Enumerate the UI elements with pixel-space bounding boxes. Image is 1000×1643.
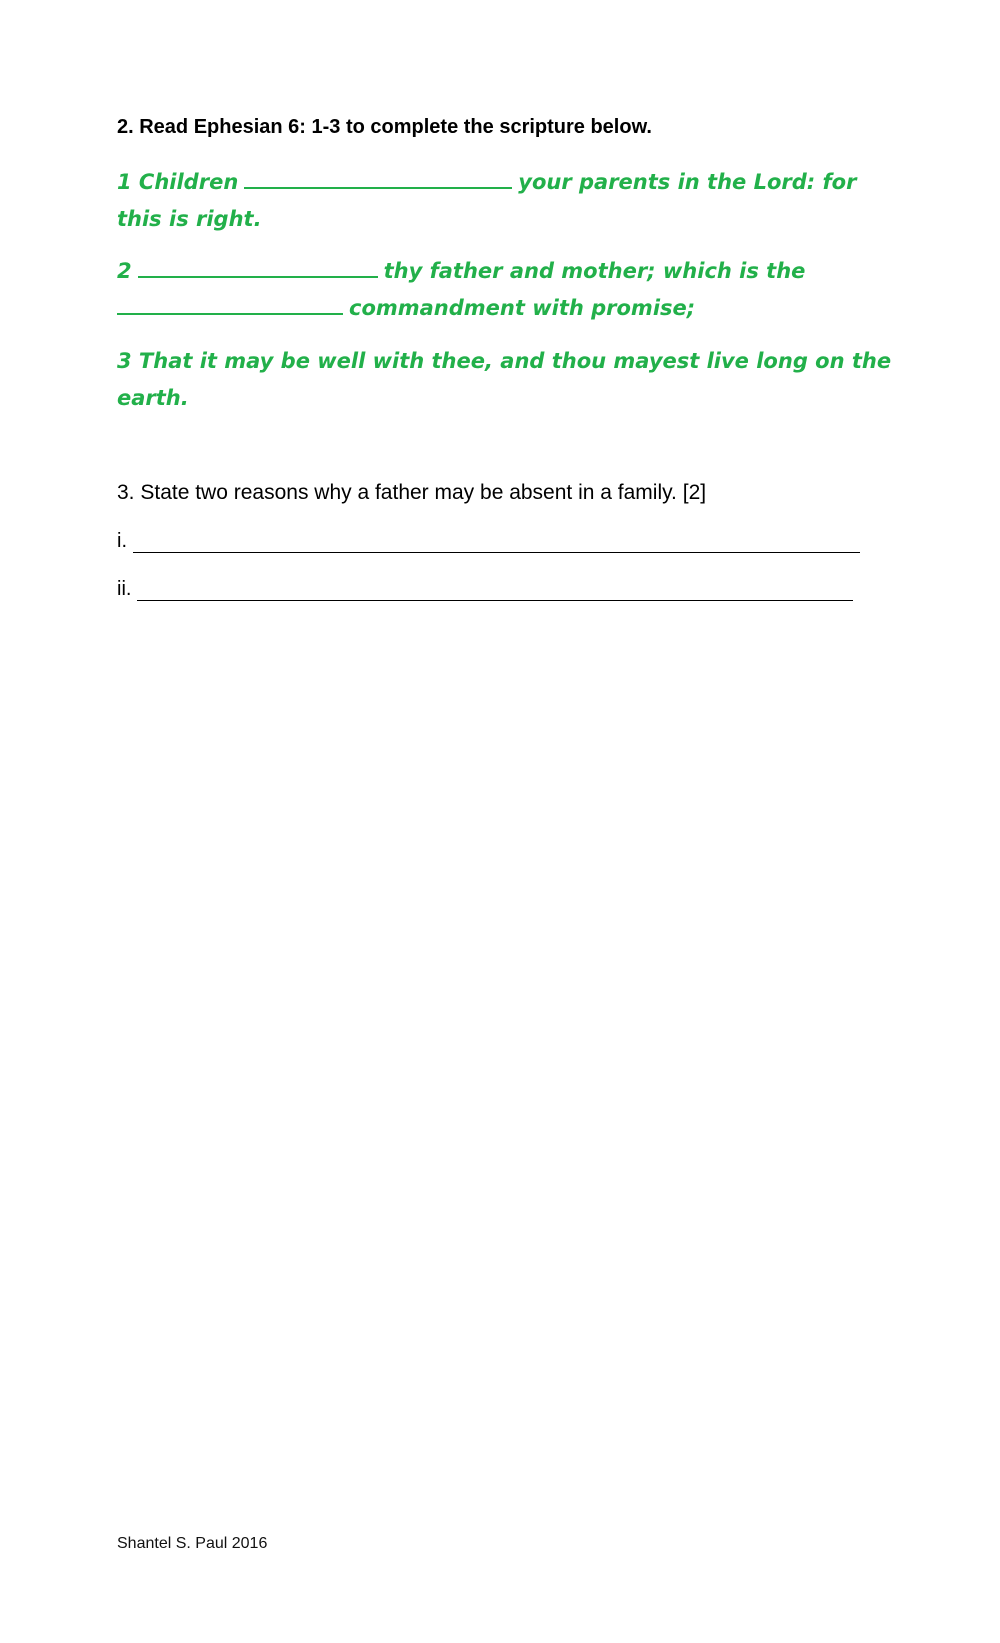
verse-3-line-2: earth. [117,386,189,410]
answer-input-ii[interactable] [137,582,853,601]
verse-2-suffix: thy father and mother; which is the [383,259,806,283]
verse-1-prefix: 1 Children [117,170,239,194]
verse-2 [117,253,857,327]
verse-2-line-2-suffix: commandment with promise; [349,296,696,320]
verse-2-prefix: 2 [117,259,132,283]
footer-credit: Shantel S. Paul 2016 [117,1535,268,1552]
answer-label-i: i. [117,530,127,552]
verse-1-line-1 [117,164,857,201]
verse-2-line-1 [117,253,857,290]
verse-3-line-1: 3 That it may be well with thee, and thou mayest live long on the [117,349,892,373]
verse-1-suffix: your parents in the Lord: for [518,170,857,194]
verse-3 [117,343,892,417]
answer-label-ii: ii. [117,578,132,600]
verse-2-blank-1[interactable] [138,254,378,278]
answer-input-i[interactable] [133,534,860,553]
verse-1 [117,164,857,238]
verse-2-line-2 [117,290,857,327]
answer-line-ii [117,578,853,601]
verse-1-blank[interactable] [244,165,512,189]
question-2-heading: 2. Read Ephesian 6: 1-3 to complete the scripture below. [117,116,652,138]
verse-2-blank-2[interactable] [117,291,343,315]
answer-line-i [117,530,860,553]
question-3-prompt: 3. State two reasons why a father may be absent in a family. [2] [117,481,707,504]
verse-1-line-2: this is right. [117,207,262,231]
